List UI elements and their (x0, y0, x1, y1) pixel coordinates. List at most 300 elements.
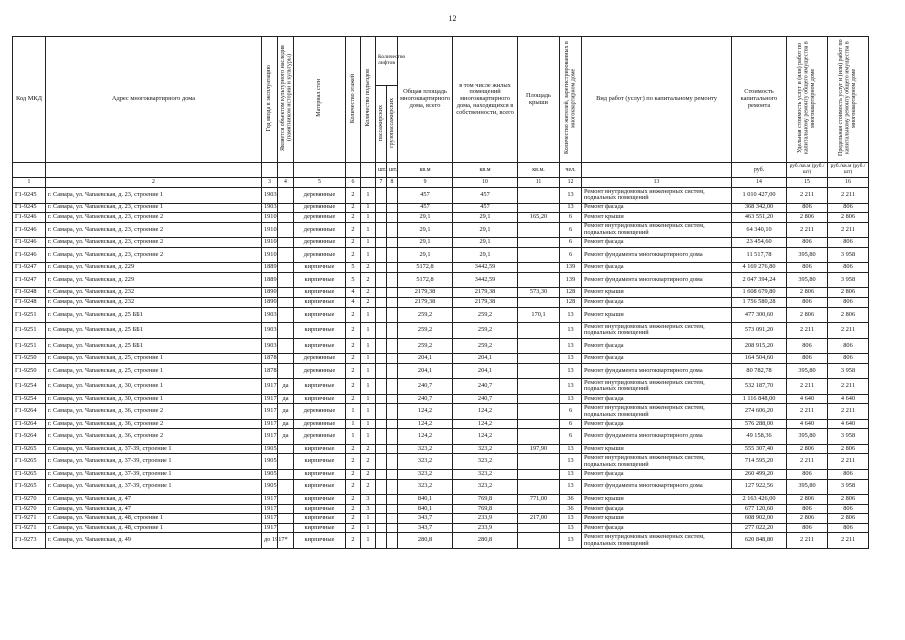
cell-year: 1903 (262, 338, 278, 354)
cell-max-cost: 3 958 (828, 363, 869, 379)
table-row (13, 188, 869, 204)
cell-premises-area: 29,1 (453, 213, 518, 223)
cell-floors: 2 (346, 363, 361, 379)
cell-work-type: Ремонт внутридомовых инженерных систем, подвальных помещений (582, 222, 732, 238)
cell-residents: 13 (560, 394, 582, 404)
cell-wall: кирпичные (294, 444, 346, 454)
cell-address: г. Самара, ул. Чапаевская, д. 30, строение 1 (46, 394, 262, 404)
cell-cost: 573 091,20 (732, 323, 787, 339)
cell-roof-area: 573,30 (518, 288, 560, 298)
cell-max-cost: 3 958 (828, 479, 869, 495)
cell-heritage (278, 238, 294, 248)
cell-address: г. Самара, ул. Чапаевская, д. 229 (46, 263, 262, 273)
cell-max-cost: 2 806 (828, 288, 869, 298)
cell-code: Г1-9245 (13, 188, 46, 204)
cell-elevators-pass (376, 288, 387, 298)
cell-code: Г1-9264 (13, 429, 46, 445)
cell-cost: 23 454,60 (732, 238, 787, 248)
cell-total-area: 259,2 (398, 307, 453, 323)
cell-total-area: 323,2 (398, 469, 453, 479)
cell-wall: кирпичные (294, 288, 346, 298)
cell-year: 1903 (262, 188, 278, 204)
cell-residents: 6 (560, 419, 582, 429)
cell-floors: 2 (346, 354, 361, 364)
cell-total-area: 5172,8 (398, 263, 453, 273)
cell-residents: 13 (560, 338, 582, 354)
cell-residents: 139 (560, 263, 582, 273)
cell-unit-cost: 2 211 (787, 404, 828, 420)
cell-entrances: 1 (361, 363, 376, 379)
table-row (13, 454, 869, 470)
header-max-cost: Предельная стоимость услуг и (или) работ по капитальному ремонту общего имущества в многоквартирном доме (838, 39, 858, 157)
cell-residents: 128 (560, 297, 582, 307)
cell-address: г. Самара, ул. Чапаевская, д. 23, строение 2 (46, 247, 262, 263)
cell-year: 1917 (262, 504, 278, 514)
cell-roof-area (518, 454, 560, 470)
cell-floors: 2 (346, 495, 361, 505)
cell-unit-cost: 806 (787, 354, 828, 364)
cell-elevators-pass (376, 454, 387, 470)
table-body (13, 188, 869, 549)
cell-premises-area: 457 (453, 203, 518, 213)
cell-entrances: 3 (361, 504, 376, 514)
cell-unit-cost: 2 211 (787, 188, 828, 204)
header-year: Год ввода в эксплуатацию (266, 65, 273, 132)
cell-entrances: 1 (361, 323, 376, 339)
cell-total-area: 280,8 (398, 533, 453, 549)
cell-max-cost: 2 211 (828, 533, 869, 549)
cell-work-type: Ремонт фасада (582, 469, 732, 479)
cell-max-cost: 806 (828, 203, 869, 213)
cell-year: 1917 (262, 419, 278, 429)
cell-max-cost: 2 211 (828, 454, 869, 470)
cell-total-area: 240,7 (398, 394, 453, 404)
cell-elevators-pass (376, 363, 387, 379)
cell-heritage (278, 454, 294, 470)
cell-elevators-pass (376, 504, 387, 514)
cell-elevators-pass (376, 272, 387, 288)
cell-cost: 2 047 394,24 (732, 272, 787, 288)
cell-work-type: Ремонт фасада (582, 394, 732, 404)
cell-roof-area (518, 323, 560, 339)
table-row (13, 444, 869, 454)
cell-premises-area: 259,2 (453, 307, 518, 323)
cell-elevators-pass (376, 394, 387, 404)
cell-wall: кирпичные (294, 504, 346, 514)
cell-premises-area: 323,2 (453, 479, 518, 495)
cell-code: Г1-9248 (13, 297, 46, 307)
cell-unit-cost: 2 211 (787, 323, 828, 339)
cell-elevators-cargo (387, 272, 398, 288)
cell-work-type: Ремонт фасада (582, 419, 732, 429)
cell-total-area: 840,1 (398, 504, 453, 514)
unit-m2-roof: кв.м. (518, 163, 560, 178)
column-number: 3 (262, 178, 278, 188)
cell-work-type: Ремонт внутридомовых инженерных систем, подвальных помещений (582, 188, 732, 204)
cell-year: 1917 (262, 514, 278, 524)
table-row (13, 213, 869, 223)
page-number: 12 (448, 14, 457, 23)
cell-max-cost: 806 (828, 238, 869, 248)
cell-cost: 368 342,00 (732, 203, 787, 213)
cell-residents: 13 (560, 379, 582, 395)
cell-heritage: да (278, 379, 294, 395)
cell-entrances: 1 (361, 213, 376, 223)
unit-people: чел. (560, 163, 582, 178)
cell-max-cost: 806 (828, 338, 869, 354)
cell-unit-cost: 395,80 (787, 479, 828, 495)
table-row (13, 288, 869, 298)
cell-elevators-cargo (387, 354, 398, 364)
cell-year: 1878 (262, 363, 278, 379)
cell-elevators-cargo (387, 263, 398, 273)
cell-max-cost: 806 (828, 354, 869, 364)
cell-floors: 4 (346, 297, 361, 307)
cell-year: 1917 (262, 523, 278, 533)
cell-cost: 277 022,20 (732, 523, 787, 533)
cell-entrances: 3 (361, 495, 376, 505)
cell-total-area: 323,2 (398, 444, 453, 454)
cell-residents: 13 (560, 203, 582, 213)
cell-entrances: 1 (361, 419, 376, 429)
cell-heritage (278, 307, 294, 323)
cell-unit-cost: 4 640 (787, 419, 828, 429)
header-address: Адрес многоквартирного дома (46, 37, 262, 163)
cell-elevators-cargo (387, 203, 398, 213)
cell-elevators-pass (376, 263, 387, 273)
cell-entrances: 1 (361, 247, 376, 263)
cell-premises-area: 124,2 (453, 419, 518, 429)
cell-heritage: да (278, 429, 294, 445)
cell-entrances: 1 (361, 394, 376, 404)
cell-work-type: Ремонт внутридомовых инженерных систем, подвальных помещений (582, 404, 732, 420)
cell-residents: 6 (560, 213, 582, 223)
cell-premises-area: 233,9 (453, 523, 518, 533)
cell-elevators-cargo (387, 429, 398, 445)
cell-code: Г1-9265 (13, 479, 46, 495)
cell-floors: 2 (346, 323, 361, 339)
cell-cost: 1 116 848,00 (732, 394, 787, 404)
cell-address: г. Самара, ул. Чапаевская, д. 37-39, строение 1 (46, 469, 262, 479)
cell-roof-area (518, 379, 560, 395)
cell-elevators-pass (376, 469, 387, 479)
cell-floors: 2 (346, 238, 361, 248)
cell-address: г. Самара, ул. Чапаевская, д. 229 (46, 272, 262, 288)
header-entrances: Количество подъездов (364, 69, 371, 127)
cell-year: 1903 (262, 203, 278, 213)
cell-residents: 36 (560, 504, 582, 514)
column-number: 5 (294, 178, 346, 188)
cell-elevators-pass (376, 523, 387, 533)
capital-repair-table (12, 36, 869, 549)
cell-elevators-cargo (387, 213, 398, 223)
table-row (13, 429, 869, 445)
cell-max-cost: 806 (828, 523, 869, 533)
cell-heritage (278, 297, 294, 307)
cell-year: 1917 (262, 404, 278, 420)
cell-unit-cost: 806 (787, 469, 828, 479)
cell-work-type: Ремонт крыши (582, 514, 732, 524)
cell-year: 1910 (262, 222, 278, 238)
cell-elevators-pass (376, 307, 387, 323)
cell-unit-cost: 2 806 (787, 514, 828, 524)
cell-year: 1889 (262, 272, 278, 288)
cell-elevators-cargo (387, 404, 398, 420)
cell-work-type: Ремонт фасада (582, 338, 732, 354)
cell-work-type: Ремонт крыши (582, 213, 732, 223)
cell-max-cost: 4 640 (828, 419, 869, 429)
cell-total-area: 29,1 (398, 238, 453, 248)
cell-floors: 5 (346, 272, 361, 288)
cell-max-cost: 3 958 (828, 247, 869, 263)
cell-year: 1878 (262, 354, 278, 364)
cell-cost: 49 158,36 (732, 429, 787, 445)
cell-roof-area (518, 297, 560, 307)
cell-code: Г1-9264 (13, 404, 46, 420)
cell-roof-area (518, 394, 560, 404)
cell-elevators-cargo (387, 419, 398, 429)
cell-total-area: 259,2 (398, 323, 453, 339)
cell-wall: кирпичные (294, 263, 346, 273)
cell-roof-area (518, 429, 560, 445)
cell-work-type: Ремонт фасада (582, 203, 732, 213)
cell-wall: кирпичные (294, 533, 346, 549)
cell-floors: 2 (346, 307, 361, 323)
cell-residents: 13 (560, 479, 582, 495)
cell-work-type: Ремонт фасада (582, 297, 732, 307)
cell-max-cost: 2 211 (828, 188, 869, 204)
cell-year: 1905 (262, 469, 278, 479)
cell-code: Г1-9246 (13, 247, 46, 263)
cell-wall: кирпичные (294, 272, 346, 288)
cell-roof-area (518, 188, 560, 204)
cell-premises-area: 124,2 (453, 404, 518, 420)
cell-residents: 13 (560, 444, 582, 454)
cell-wall: кирпичные (294, 307, 346, 323)
cell-entrances: 1 (361, 523, 376, 533)
cell-code: Г1-9265 (13, 444, 46, 454)
cell-entrances: 2 (361, 263, 376, 273)
cell-work-type: Ремонт фундамента многоквартирного дома (582, 429, 732, 445)
cell-year: 1889 (262, 263, 278, 273)
cell-elevators-pass (376, 338, 387, 354)
cell-unit-cost: 2 806 (787, 495, 828, 505)
cell-wall: деревянные (294, 222, 346, 238)
cell-heritage (278, 504, 294, 514)
table-row (13, 479, 869, 495)
cell-premises-area: 323,2 (453, 454, 518, 470)
table-row (13, 323, 869, 339)
cell-elevators-cargo (387, 297, 398, 307)
cell-work-type: Ремонт внутридомовых инженерных систем, подвальных помещений (582, 379, 732, 395)
cell-premises-area: 29,1 (453, 238, 518, 248)
cell-elevators-pass (376, 188, 387, 204)
table-row (13, 419, 869, 429)
cell-address: г. Самара, ул. Чапаевская, д. 23, строение 2 (46, 238, 262, 248)
cell-elevators-pass (376, 404, 387, 420)
cell-cost: 64 340,10 (732, 222, 787, 238)
cell-heritage (278, 272, 294, 288)
cell-roof-area (518, 523, 560, 533)
cell-floors: 2 (346, 338, 361, 354)
table-row (13, 297, 869, 307)
cell-unit-cost: 2 806 (787, 213, 828, 223)
cell-total-area: 124,2 (398, 429, 453, 445)
cell-elevators-cargo (387, 288, 398, 298)
cell-entrances: 1 (361, 338, 376, 354)
cell-unit-cost: 2 211 (787, 379, 828, 395)
cell-total-area: 323,2 (398, 479, 453, 495)
cell-entrances: 1 (361, 203, 376, 213)
cell-elevators-cargo (387, 394, 398, 404)
cell-work-type: Ремонт крыши (582, 288, 732, 298)
column-number: 8 (387, 178, 398, 188)
cell-cost: 208 915,20 (732, 338, 787, 354)
cell-cost: 260 499,20 (732, 469, 787, 479)
cell-unit-cost: 806 (787, 523, 828, 533)
cell-unit-cost: 2 211 (787, 533, 828, 549)
cell-premises-area: 2179,38 (453, 288, 518, 298)
cell-floors: 2 (346, 222, 361, 238)
cell-wall: кирпичные (294, 514, 346, 524)
cell-elevators-cargo (387, 222, 398, 238)
cell-heritage: да (278, 419, 294, 429)
cell-elevators-pass (376, 479, 387, 495)
cell-heritage (278, 523, 294, 533)
cell-residents: 6 (560, 247, 582, 263)
cell-heritage (278, 469, 294, 479)
cell-elevators-cargo (387, 247, 398, 263)
cell-code: Г1-9251 (13, 323, 46, 339)
cell-unit-cost: 4 640 (787, 394, 828, 404)
cell-residents: 6 (560, 429, 582, 445)
cell-floors: 2 (346, 444, 361, 454)
cell-entrances: 1 (361, 188, 376, 204)
cell-year: 1890 (262, 288, 278, 298)
cell-premises-area: 29,1 (453, 222, 518, 238)
header-elevators: Количество лифтов (376, 37, 398, 86)
cell-residents: 13 (560, 307, 582, 323)
cell-elevators-pass (376, 297, 387, 307)
cell-total-area: 2179,38 (398, 288, 453, 298)
cell-year: до 1917* (262, 533, 278, 549)
cell-floors: 2 (346, 504, 361, 514)
cell-roof-area (518, 272, 560, 288)
cell-floors: 2 (346, 514, 361, 524)
cell-elevators-pass (376, 213, 387, 223)
cell-address: г. Самара, ул. Чапаевская, д. 23, строение 1 (46, 203, 262, 213)
cell-residents: 13 (560, 514, 582, 524)
cell-entrances: 2 (361, 297, 376, 307)
cell-elevators-cargo (387, 444, 398, 454)
cell-max-cost: 806 (828, 469, 869, 479)
table-row (13, 263, 869, 273)
cell-wall: деревянные (294, 213, 346, 223)
cell-address: г. Самара, ул. Чапаевская, д. 47 (46, 504, 262, 514)
cell-year: 1905 (262, 454, 278, 470)
cell-elevators-pass (376, 533, 387, 549)
cell-work-type: Ремонт фундамента многоквартирного дома (582, 479, 732, 495)
cell-entrances: 1 (361, 429, 376, 445)
cell-floors: 2 (346, 533, 361, 549)
cell-code: Г1-9265 (13, 469, 46, 479)
cell-cost: 80 782,78 (732, 363, 787, 379)
cell-floors: 1 (346, 429, 361, 445)
cell-entrances: 2 (361, 272, 376, 288)
cell-total-area: 240,7 (398, 379, 453, 395)
cell-unit-cost: 806 (787, 263, 828, 273)
cell-roof-area: 165,20 (518, 213, 560, 223)
header-cost: Стоимость капитального ремонта (732, 37, 787, 163)
header-floors: Количество этажей (349, 73, 356, 123)
unit-m2-premises: кв.м (453, 163, 518, 178)
cell-residents: 139 (560, 272, 582, 288)
cell-cost: 1 010 427,00 (732, 188, 787, 204)
cell-code: Г1-9254 (13, 394, 46, 404)
cell-address: г. Самара, ул. Чапаевская, д. 36, строение 2 (46, 404, 262, 420)
cell-address: г. Самара, ул. Чапаевская, д. 37-39, строение 1 (46, 479, 262, 495)
cell-address: г. Самара, ул. Чапаевская, д. 25 ББ1 (46, 323, 262, 339)
unit-rub-m2-a: руб./кв.м (руб./шт) (787, 163, 828, 178)
table-row (13, 338, 869, 354)
cell-wall: деревянные (294, 247, 346, 263)
cell-wall: кирпичные (294, 454, 346, 470)
cell-floors: 2 (346, 479, 361, 495)
cell-unit-cost: 395,80 (787, 363, 828, 379)
cell-total-area: 343,7 (398, 523, 453, 533)
table-row (13, 469, 869, 479)
table-row (13, 354, 869, 364)
cell-roof-area: 197,90 (518, 444, 560, 454)
cell-cost: 1 756 580,28 (732, 297, 787, 307)
table-row (13, 533, 869, 549)
cell-roof-area (518, 404, 560, 420)
cell-total-area: 343,7 (398, 514, 453, 524)
table-row (13, 504, 869, 514)
cell-unit-cost: 2 211 (787, 222, 828, 238)
cell-premises-area: 323,2 (453, 469, 518, 479)
cell-max-cost: 2 806 (828, 495, 869, 505)
cell-residents: 13 (560, 354, 582, 364)
cell-address: г. Самара, ул. Чапаевская, д. 23, строение 1 (46, 188, 262, 204)
cell-entrances: 2 (361, 469, 376, 479)
cell-premises-area: 769,8 (453, 504, 518, 514)
cell-cost: 714 595,20 (732, 454, 787, 470)
header-heritage: Является объектом культурного наследия (памятником истории и культуры) (280, 45, 293, 152)
column-number: 9 (398, 178, 453, 188)
cell-year: 1910 (262, 238, 278, 248)
header-residents: Количество жителей, зарегистрированных в многоквартирном доме (563, 41, 577, 155)
cell-floors: 2 (346, 247, 361, 263)
cell-entrances: 2 (361, 454, 376, 470)
cell-unit-cost: 2 806 (787, 444, 828, 454)
unit-rub-m2-b: руб./кв.м (руб./шт) (828, 163, 869, 178)
column-number: 4 (278, 178, 294, 188)
cell-code: Г1-9251 (13, 307, 46, 323)
header-total-area: Общая площадь многоквартирного дома, всего (398, 37, 453, 163)
cell-address: г. Самара, ул. Чапаевская, д. 232 (46, 297, 262, 307)
cell-cost: 1 608 679,80 (732, 288, 787, 298)
cell-entrances: 1 (361, 354, 376, 364)
cell-cost: 164 504,60 (732, 354, 787, 364)
cell-total-area: 204,1 (398, 363, 453, 379)
cell-roof-area (518, 479, 560, 495)
cell-total-area: 29,1 (398, 247, 453, 263)
column-number: 1 (13, 178, 46, 188)
cell-wall: кирпичные (294, 523, 346, 533)
cell-entrances: 2 (361, 479, 376, 495)
unit-rub: руб. (732, 163, 787, 178)
